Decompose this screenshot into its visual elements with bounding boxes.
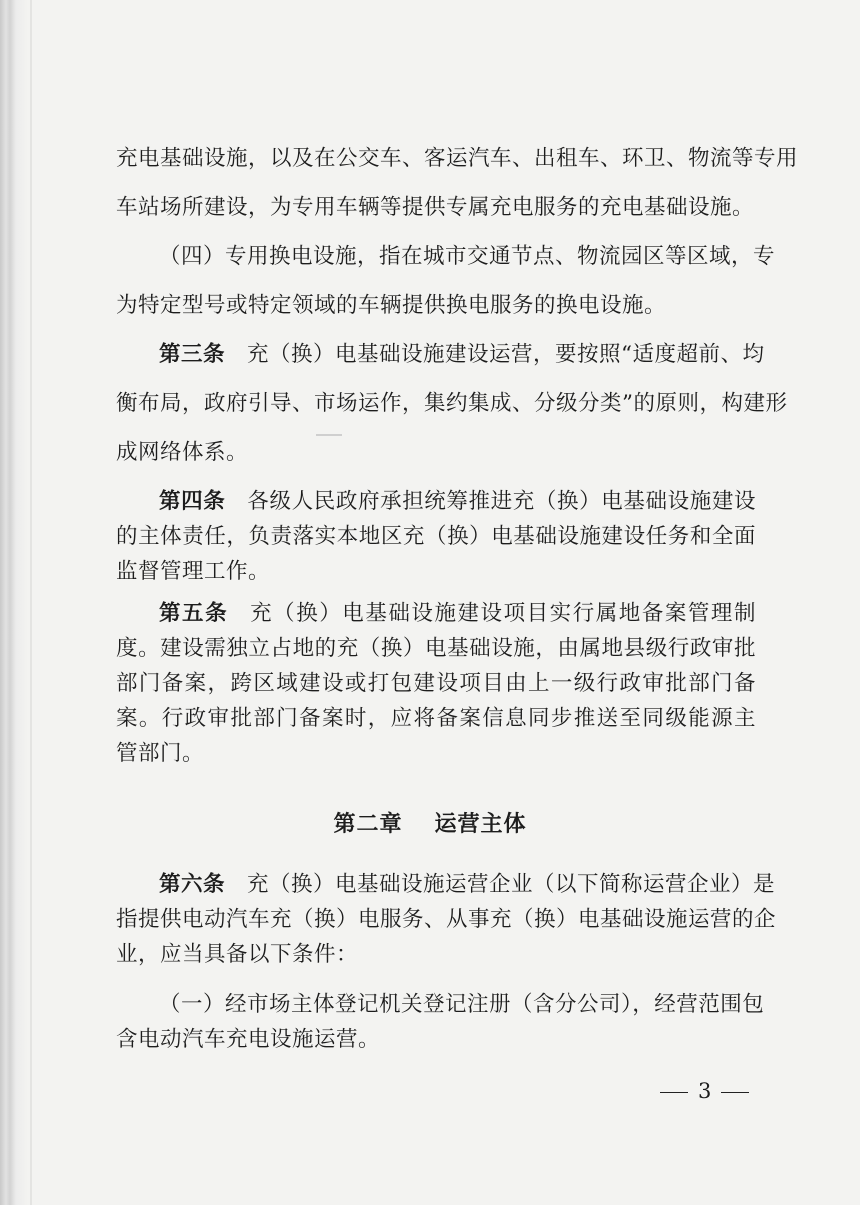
article-label: 第三条 (159, 342, 226, 367)
text-line: 充（换）电基础设施运营企业（以下简称运营企业）是 (247, 872, 776, 897)
dash-left (660, 1092, 688, 1093)
text-line: 含电动汽车充电设施运营。 (116, 1027, 381, 1052)
chapter-title: 运营主体 (434, 811, 527, 837)
text-line: 充（换）电基础设施建设项目实行属地备案管理制 (250, 601, 756, 626)
text-line: （一）经市场主体登记机关登记注册（含分公司），经营范围包 (159, 992, 765, 1017)
article-paragraph (159, 482, 756, 522)
dash-right (721, 1092, 749, 1093)
page-number-value: 3 (698, 1079, 712, 1103)
text-line: 监督管理工作。 (116, 559, 271, 584)
chapter-number: 第二章 (333, 811, 403, 837)
text-line: 业，应当具备以下条件： (116, 942, 359, 967)
text-line: 充电基础设施，以及在公交车、客运汽车、出租车、环卫、物流等专用 (116, 146, 799, 171)
text-line: 充（换）电基础设施建设运营，要按照“适度超前、均 (247, 342, 765, 367)
article-label: 第五条 (159, 601, 229, 626)
text-line: 度。建设需独立占地的充（换）电基础设施，由属地县级行政审批 (116, 636, 756, 661)
article-paragraph (159, 865, 776, 905)
article-paragraph (159, 335, 765, 375)
text-line: （四）专用换电设施，指在城市交通节点、物流园区等区域，专 (159, 244, 776, 269)
text-line: 管部门。 (116, 741, 205, 766)
text-line: 各级人民政府承担统筹推进充（换）电基础设施建设 (247, 489, 756, 514)
text-line: 指提供电动汽车充（换）电服务、从事充（换）电基础设施运营的企 (116, 907, 777, 932)
article-label: 第六条 (159, 872, 226, 897)
text-line: 为特定型号或特定领域的车辆提供换电服务的换电设施。 (116, 293, 667, 318)
article-label: 第四条 (159, 489, 226, 514)
chapter-heading (0, 804, 860, 844)
text-line: 案。行政审批部门备案时，应将备案信息同步推送至同级能源主 (116, 706, 756, 731)
text-line: 成网络体系。 (116, 440, 249, 465)
scan-speck (316, 434, 342, 436)
text-line: 的主体责任，负责落实本地区充（换）电基础设施建设任务和全面 (116, 524, 756, 549)
page-number (650, 1071, 759, 1111)
text-line: 车站场所建设，为专用车辆等提供专属充电服务的充电基础设施。 (116, 195, 755, 220)
article-paragraph (159, 594, 756, 634)
text-line: 部门备案，跨区域建设或打包建设项目由上一级行政审批部门备 (116, 671, 756, 696)
text-line: 衡布局，政府引导、市场运作，集约集成、分级分类”的原则，构建形 (116, 391, 788, 416)
